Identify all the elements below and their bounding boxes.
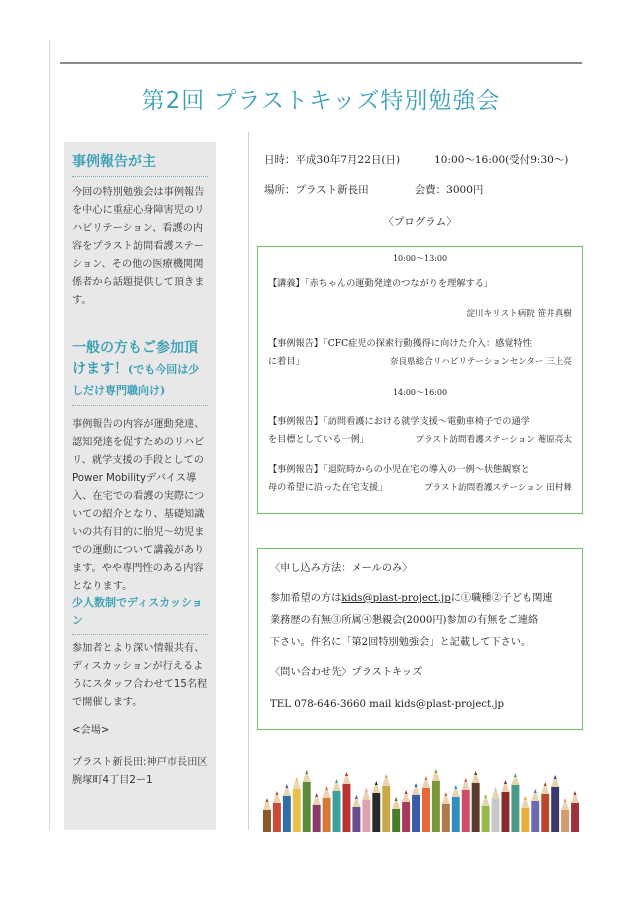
apply-line2: 業務歴の有無③所属④懇親会(2000円)参加の有無をご連絡 <box>270 615 539 626</box>
venue-label: <会場> <box>72 725 110 736</box>
apply-heading: 〈申し込み方法：メールのみ〉 <box>270 563 413 574</box>
left-margin-line <box>49 40 50 830</box>
contact-heading: 〈問い合わせ先〉プラストキッズ <box>270 667 423 678</box>
date-line <box>264 152 568 167</box>
case3-presenter: プラスト訪問看護ステーション 田村舞 <box>423 483 572 493</box>
pencil <box>283 784 291 832</box>
pencil <box>452 785 460 832</box>
case2-title-line2: を目標としている一例」 <box>268 434 370 445</box>
lecture-presenter: 淀川キリスト病院 笹井真樹 <box>466 309 572 319</box>
venue-address: プラスト新長田:神戸市長田区腕塚町4丁目2ー1 <box>72 757 208 786</box>
pencil <box>472 771 480 832</box>
pencil <box>273 791 281 832</box>
pencil <box>362 788 370 832</box>
pencil <box>412 783 420 832</box>
sidebar-heading-general-welcome <box>72 338 208 406</box>
apply-line1 <box>270 589 574 609</box>
heading-small-text: (でも今回は少しだけ専門職向け) <box>72 363 200 397</box>
apply-line1-post: に①職種②子ども関連 <box>450 593 553 604</box>
pencil <box>323 786 331 832</box>
contact-tel-mail: TEL 078-646-3660 mail kids@plast-project.jp <box>270 699 505 710</box>
pencil <box>333 779 341 832</box>
pencil <box>392 797 400 832</box>
sidebar-paragraph-content: 事例報告の内容が運動発達、認知発達を促すためのリハビリ、就学支援の手段としてのPower Mobilityデバイス導入、在宅での看護の実際についての紹介となり、基礎知識いの共有目的に胎児〜幼児までの運動について講義があります。やや専門性のある内容となります。 <box>72 419 205 592</box>
top-rule <box>60 62 582 64</box>
case2-presenter: プラスト訪問看護ステーション 菴原亮太 <box>415 435 572 445</box>
pencil <box>511 773 519 832</box>
event-date: 日時：平成30年7月22日(日) <box>264 154 401 166</box>
colored-pencils-illustration <box>262 752 580 832</box>
pencil <box>531 789 539 832</box>
event-time: 10:00〜16:00(受付9:30〜) <box>434 154 569 166</box>
session-time-morning: 10:00〜13:00 <box>392 254 448 263</box>
lecture-title: 【講義】「赤ちゃんの運動発達のつながりを理解する」 <box>268 278 494 289</box>
pencil <box>263 798 271 832</box>
pencil <box>402 790 410 832</box>
case1-title-line1: 【事例報告】「CFC症児の探索行動獲得に向けた介入：感覚特性 <box>268 338 532 349</box>
program-heading: 〈プログラム〉 <box>383 216 457 228</box>
pencil <box>502 780 510 832</box>
pencil <box>571 791 579 832</box>
sidebar <box>64 142 216 830</box>
sidebar-paragraph-intro: 今回の特別勉強会は事例報告を中心に重症心身障害児のリハビリテーション、看護の内容をプラスト訪問看護ステーション、その他の医療機関関係者から話題提供して頂きます。 <box>72 187 205 306</box>
pencil <box>492 787 500 832</box>
email-link[interactable]: kids@plast-project.jp <box>341 593 451 604</box>
sidebar-heading-case-report: 事例報告が主 <box>72 152 208 177</box>
session-time-afternoon: 14:00〜16:00 <box>392 388 448 397</box>
apply-line1-pre: 参加希望の方は <box>270 593 342 604</box>
apply-line3: 下さい。件名に「第2回特別勉強会」と記載して下さい。 <box>270 637 532 648</box>
pencil <box>303 770 311 832</box>
event-place: 場所：プラスト新長田 <box>264 184 369 196</box>
case1-presenter: 奈良県総合リハビリテーションセンター 三上亮 <box>389 357 572 367</box>
column-divider <box>248 132 249 830</box>
pencil <box>293 777 301 832</box>
pencil <box>561 798 569 832</box>
pencil <box>343 772 351 832</box>
sidebar-paragraph-discussion: 参加者とより深い情報共有、ディスカッションが行えるようにスタッフ合わせて15名程で開催します。 <box>72 643 208 708</box>
pencil <box>551 775 559 832</box>
pencil <box>313 793 321 832</box>
sidebar-heading-discussion: 少人数制でディスカッション <box>72 594 208 635</box>
program-box <box>257 246 583 514</box>
pencil <box>372 781 380 832</box>
pencil <box>482 794 490 832</box>
pencil <box>382 774 390 832</box>
place-line <box>264 182 483 197</box>
pencil <box>432 769 440 832</box>
case3-title-line1: 【事例報告】「退院時からの小児在宅の導入の一例〜状態観察と <box>268 464 530 475</box>
application-box <box>257 548 583 730</box>
pencil <box>422 776 430 832</box>
event-fee: 会費：3000円 <box>414 184 484 196</box>
case1-title-line2: に着目」 <box>268 356 305 367</box>
heading-main-text: 一般の方もご参加頂けます！ <box>72 340 198 377</box>
case3-title-line2: 母の希望に沿った在宅支援」 <box>268 482 388 493</box>
pencil <box>442 792 450 832</box>
pencil <box>462 778 470 832</box>
pencil <box>541 782 549 832</box>
page-title: 第2回 プラストキッズ特別勉強会 <box>141 88 501 114</box>
case2-title-line1: 【事例報告】「訪問看護における就学支援〜電動車椅子での通学 <box>268 416 530 427</box>
pencil <box>521 796 529 832</box>
pencil <box>352 795 360 832</box>
